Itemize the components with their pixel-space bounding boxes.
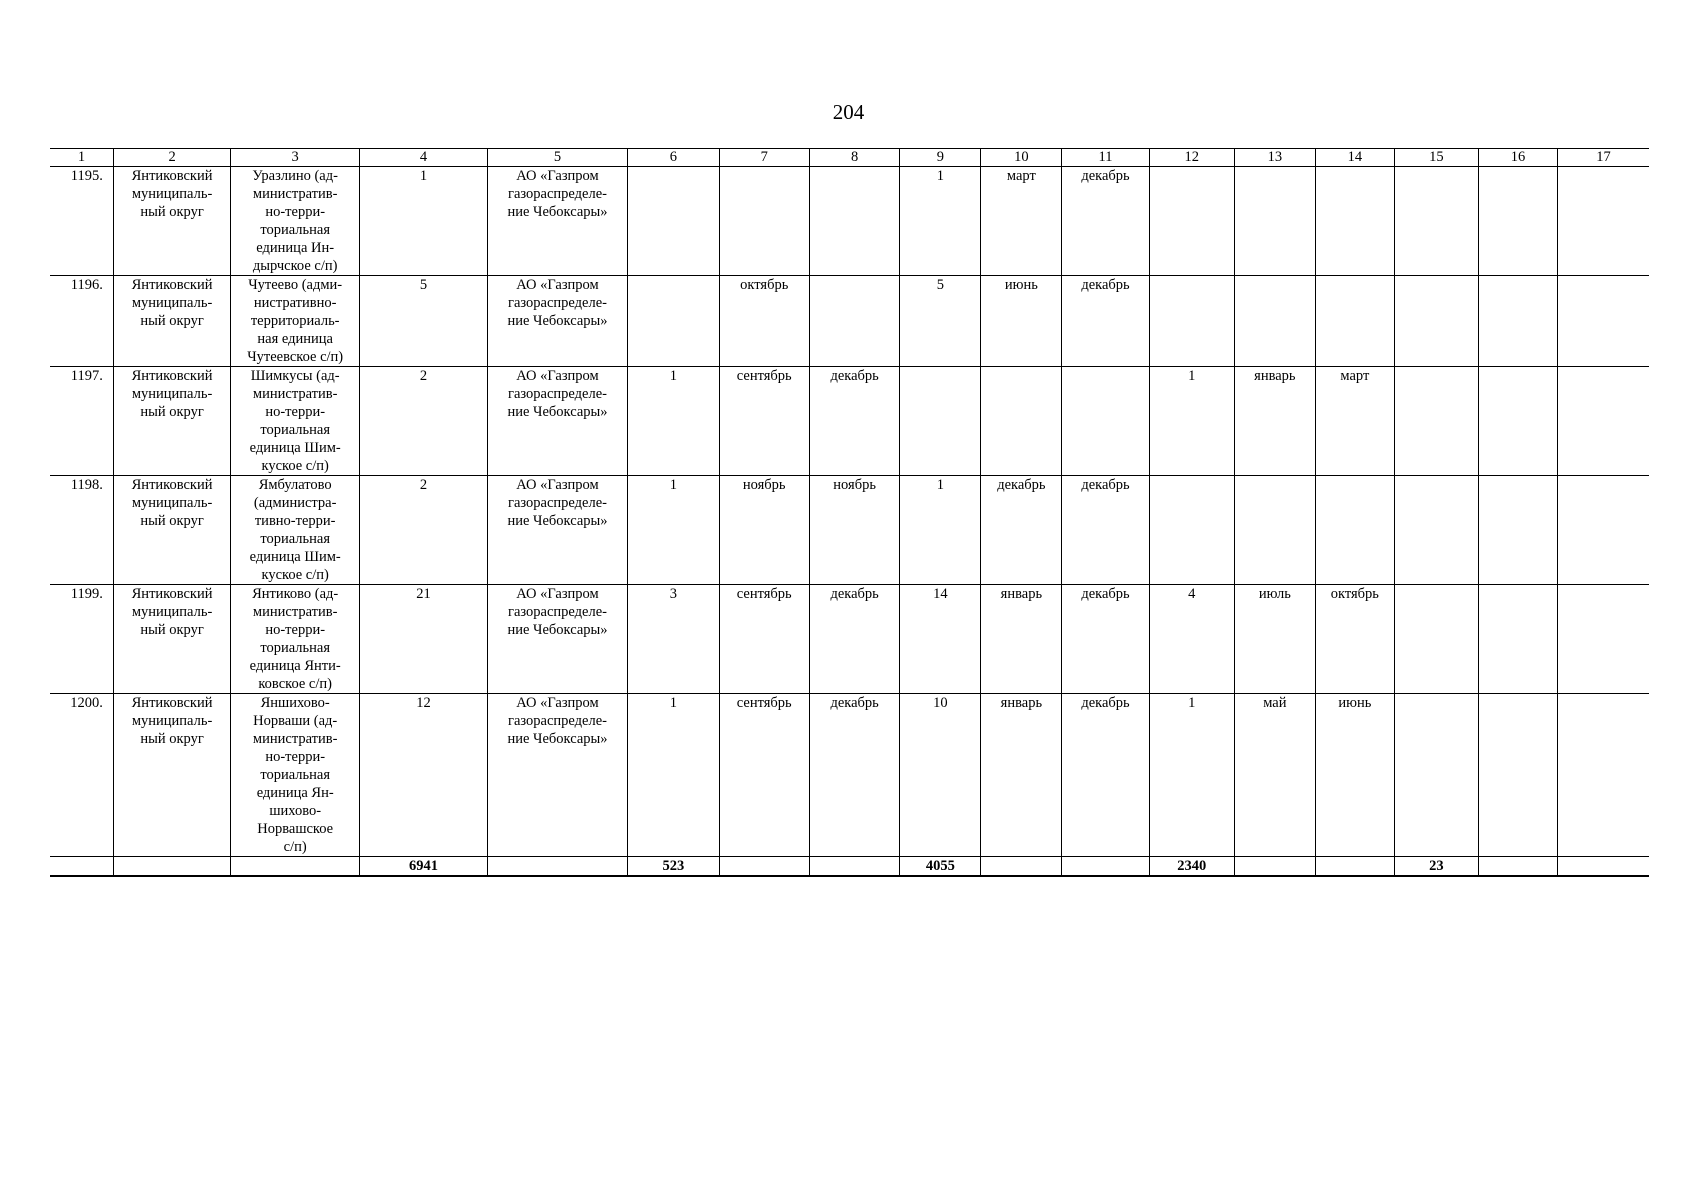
table-row xyxy=(50,276,1649,367)
col6-cell: 3 xyxy=(628,585,719,694)
col11-cell: декабрь xyxy=(1062,585,1149,694)
col9-cell: 1 xyxy=(900,476,981,585)
total-col3-cell xyxy=(231,857,360,877)
total-col13-cell xyxy=(1234,857,1315,877)
col6-cell: 1 xyxy=(628,694,719,857)
total-count-cell: 5 xyxy=(360,276,488,367)
col7-cell: ноябрь xyxy=(719,476,809,585)
col12-cell: 1 xyxy=(1149,367,1234,476)
page-number: 204 xyxy=(832,100,865,124)
col15-cell xyxy=(1394,276,1478,367)
col15-cell xyxy=(1394,585,1478,694)
column-header: 16 xyxy=(1478,149,1557,167)
total-col6-cell: 523 xyxy=(628,857,719,877)
col17-cell xyxy=(1557,694,1649,857)
col10-cell: январь xyxy=(981,694,1062,857)
total-col11-cell xyxy=(1062,857,1149,877)
column-header: 13 xyxy=(1234,149,1315,167)
column-header: 17 xyxy=(1557,149,1649,167)
total-count-cell: 1 xyxy=(360,167,488,276)
col11-cell: декабрь xyxy=(1062,276,1149,367)
col9-cell: 10 xyxy=(900,694,981,857)
organization-cell: АО «Газпром газораспределе- ние Чебоксары» xyxy=(487,585,627,694)
row-number-cell: 1199. xyxy=(50,585,113,694)
col13-cell: май xyxy=(1234,694,1315,857)
settlement-cell: Уразлино (ад- министратив- но-терри- ториальная единица Ин- дырчское с/п) xyxy=(231,167,360,276)
col7-cell: сентябрь xyxy=(719,585,809,694)
column-header: 3 xyxy=(231,149,360,167)
column-header: 6 xyxy=(628,149,719,167)
col14-cell xyxy=(1315,476,1394,585)
table-row xyxy=(50,367,1649,476)
col10-cell: июнь xyxy=(981,276,1062,367)
table-row xyxy=(50,476,1649,585)
organization-cell: АО «Газпром газораспределе- ние Чебоксары» xyxy=(487,367,627,476)
organization-cell: АО «Газпром газораспределе- ние Чебоксары» xyxy=(487,167,627,276)
total-col12-cell: 2340 xyxy=(1149,857,1234,877)
totals-row xyxy=(50,857,1649,877)
col6-cell xyxy=(628,276,719,367)
col10-cell: декабрь xyxy=(981,476,1062,585)
col7-cell xyxy=(719,167,809,276)
total-count-cell: 12 xyxy=(360,694,488,857)
col13-cell xyxy=(1234,476,1315,585)
total-col5-cell xyxy=(487,857,627,877)
settlement-cell: Яншихово- Норваши (ад- министратив- но-терри- ториальная единица Ян- шихово- Норвашское с/п) xyxy=(231,694,360,857)
col9-cell xyxy=(900,367,981,476)
col10-cell xyxy=(981,367,1062,476)
column-header: 1 xyxy=(50,149,113,167)
total-count-cell: 2 xyxy=(360,476,488,585)
settlement-cell: Шимкусы (ад- министратив- но-терри- ториальная единица Шим- куское с/п) xyxy=(231,367,360,476)
column-header: 7 xyxy=(719,149,809,167)
total-col15-cell: 23 xyxy=(1394,857,1478,877)
col8-cell xyxy=(809,276,899,367)
col13-cell: июль xyxy=(1234,585,1315,694)
district-cell: Янтиковский муниципаль- ный округ xyxy=(113,276,230,367)
col9-cell: 14 xyxy=(900,585,981,694)
col9-cell: 5 xyxy=(900,276,981,367)
column-header: 9 xyxy=(900,149,981,167)
col8-cell: декабрь xyxy=(809,694,899,857)
col17-cell xyxy=(1557,167,1649,276)
col6-cell: 1 xyxy=(628,476,719,585)
column-header: 4 xyxy=(360,149,488,167)
settlement-cell: Чутеево (адми- нистративно- территориаль- ная единица Чутеевское с/п) xyxy=(231,276,360,367)
district-cell: Янтиковский муниципаль- ный округ xyxy=(113,167,230,276)
col12-cell xyxy=(1149,276,1234,367)
settlement-cell: Янтиково (ад- министратив- но-терри- ториальная единица Янти- ковское с/п) xyxy=(231,585,360,694)
col15-cell xyxy=(1394,167,1478,276)
table-row xyxy=(50,585,1649,694)
col16-cell xyxy=(1478,585,1557,694)
col12-cell: 1 xyxy=(1149,694,1234,857)
total-count-cell: 21 xyxy=(360,585,488,694)
total-col10-cell xyxy=(981,857,1062,877)
col17-cell xyxy=(1557,476,1649,585)
col15-cell xyxy=(1394,476,1478,585)
district-cell: Янтиковский муниципаль- ный округ xyxy=(113,476,230,585)
col17-cell xyxy=(1557,585,1649,694)
total-count-cell: 2 xyxy=(360,367,488,476)
col15-cell xyxy=(1394,367,1478,476)
col14-cell: март xyxy=(1315,367,1394,476)
col16-cell xyxy=(1478,476,1557,585)
row-number-cell: 1197. xyxy=(50,367,113,476)
col17-cell xyxy=(1557,276,1649,367)
col10-cell: январь xyxy=(981,585,1062,694)
total-col14-cell xyxy=(1315,857,1394,877)
settlement-cell: Ямбулатово (администра- тивно-терри- ториальная единица Шим- куское с/п) xyxy=(231,476,360,585)
col7-cell: сентябрь xyxy=(719,694,809,857)
column-header: 5 xyxy=(487,149,627,167)
col7-cell: сентябрь xyxy=(719,367,809,476)
gasification-register-table xyxy=(50,148,1649,877)
col12-cell xyxy=(1149,476,1234,585)
column-header: 15 xyxy=(1394,149,1478,167)
col16-cell xyxy=(1478,167,1557,276)
col6-cell: 1 xyxy=(628,367,719,476)
col7-cell: октябрь xyxy=(719,276,809,367)
row-number-cell: 1196. xyxy=(50,276,113,367)
col11-cell: декабрь xyxy=(1062,476,1149,585)
column-header: 2 xyxy=(113,149,230,167)
row-number-cell: 1195. xyxy=(50,167,113,276)
total-col8-cell xyxy=(809,857,899,877)
column-header: 8 xyxy=(809,149,899,167)
col16-cell xyxy=(1478,367,1557,476)
total-col2-cell xyxy=(113,857,230,877)
total-col17-cell xyxy=(1557,857,1649,877)
district-cell: Янтиковский муниципаль- ный округ xyxy=(113,367,230,476)
column-number-header-row xyxy=(50,149,1649,167)
col8-cell xyxy=(809,167,899,276)
col11-cell xyxy=(1062,367,1149,476)
total-col9-cell: 4055 xyxy=(900,857,981,877)
row-number-cell: 1200. xyxy=(50,694,113,857)
col9-cell: 1 xyxy=(900,167,981,276)
organization-cell: АО «Газпром газораспределе- ние Чебоксары» xyxy=(487,276,627,367)
col17-cell xyxy=(1557,367,1649,476)
column-header: 14 xyxy=(1315,149,1394,167)
col16-cell xyxy=(1478,276,1557,367)
col13-cell xyxy=(1234,276,1315,367)
total-col16-cell xyxy=(1478,857,1557,877)
col6-cell xyxy=(628,167,719,276)
organization-cell: АО «Газпром газораспределе- ние Чебоксары» xyxy=(487,694,627,857)
col14-cell: июнь xyxy=(1315,694,1394,857)
total-col4-cell: 6941 xyxy=(360,857,488,877)
col14-cell xyxy=(1315,167,1394,276)
col15-cell xyxy=(1394,694,1478,857)
col11-cell: декабрь xyxy=(1062,694,1149,857)
col10-cell: март xyxy=(981,167,1062,276)
total-col1-cell xyxy=(50,857,113,877)
col13-cell: январь xyxy=(1234,367,1315,476)
table-row xyxy=(50,694,1649,857)
col14-cell xyxy=(1315,276,1394,367)
col12-cell: 4 xyxy=(1149,585,1234,694)
col14-cell: октябрь xyxy=(1315,585,1394,694)
col16-cell xyxy=(1478,694,1557,857)
col11-cell: декабрь xyxy=(1062,167,1149,276)
table-row xyxy=(50,167,1649,276)
total-col7-cell xyxy=(719,857,809,877)
organization-cell: АО «Газпром газораспределе- ние Чебоксары» xyxy=(487,476,627,585)
district-cell: Янтиковский муниципаль- ный округ xyxy=(113,585,230,694)
col8-cell: декабрь xyxy=(809,367,899,476)
col13-cell xyxy=(1234,167,1315,276)
district-cell: Янтиковский муниципаль- ный округ xyxy=(113,694,230,857)
column-header: 12 xyxy=(1149,149,1234,167)
row-number-cell: 1198. xyxy=(50,476,113,585)
col8-cell: ноябрь xyxy=(809,476,899,585)
column-header: 11 xyxy=(1062,149,1149,167)
col12-cell xyxy=(1149,167,1234,276)
column-header: 10 xyxy=(981,149,1062,167)
col8-cell: декабрь xyxy=(809,585,899,694)
